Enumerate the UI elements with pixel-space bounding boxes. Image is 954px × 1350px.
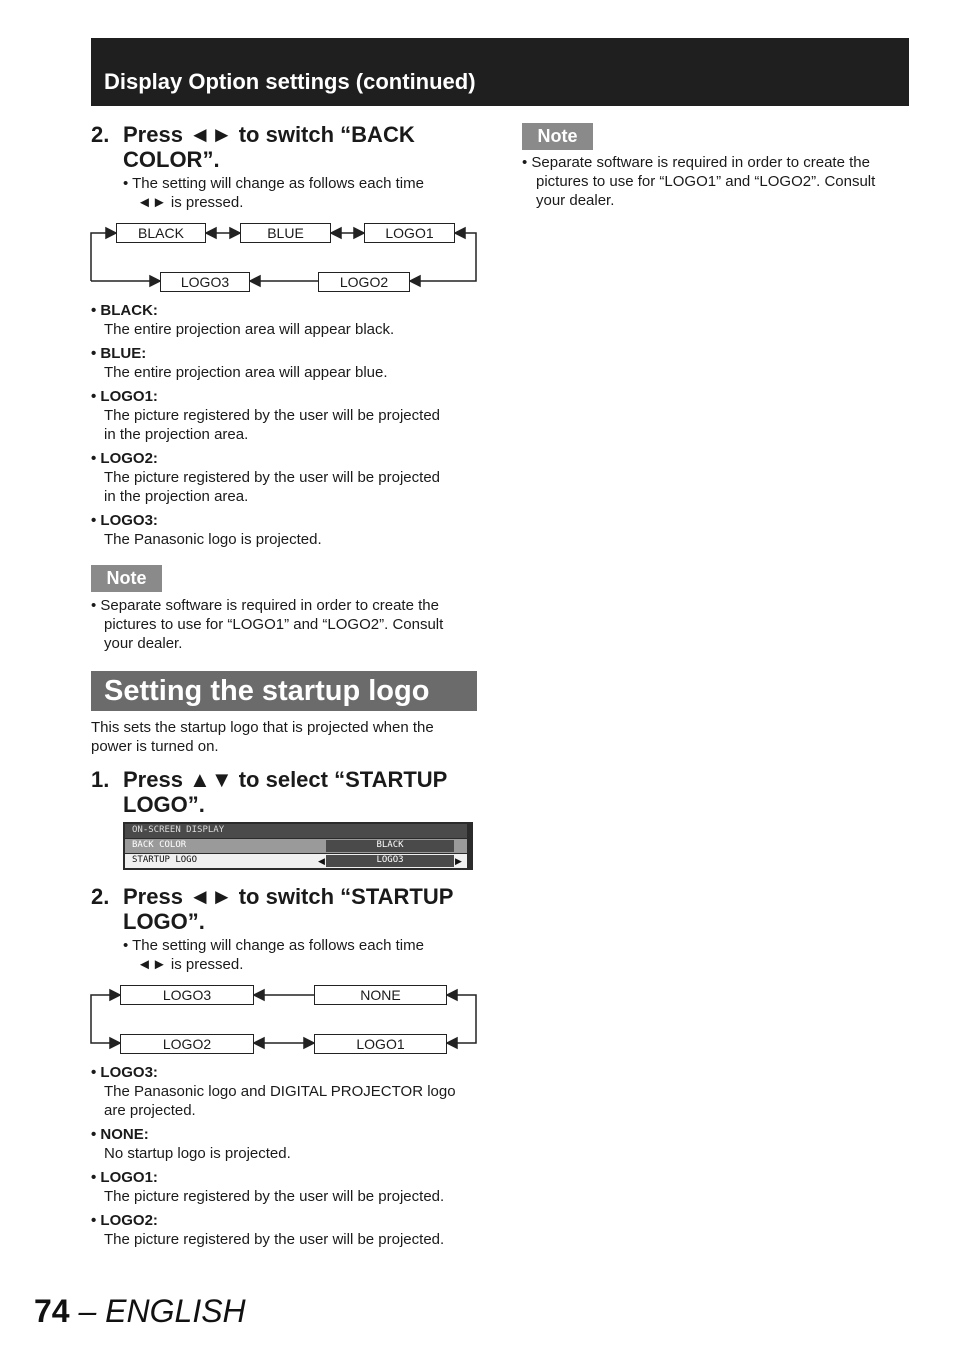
item-term: • BLUE: [91,345,147,362]
item-desc: The entire projection area will appear blue. [104,364,388,381]
osd-row-value: LOGO3 [376,855,404,865]
flow-box-logo2: LOGO2 [120,1034,254,1054]
osd-header: ON-SCREEN DISPLAY [132,825,225,835]
item-desc: The entire projection area will appear black. [104,321,395,338]
item-desc: The Panasonic logo and DIGITAL PROJECTOR logo [104,1083,456,1100]
item-desc: are projected. [104,1102,196,1119]
step-title: Press ▲▼ to select “STARTUP LOGO”. [123,767,447,817]
note-text: pictures to use for “LOGO1” and “LOGO2”. Consult [104,616,444,633]
page-footer [34,1293,246,1330]
flow-box-black: BLACK [116,223,206,243]
page-number: 74 [34,1293,70,1329]
item-term: • LOGO3: [91,1064,158,1081]
note-text: • Separate software is required in order to create the [522,154,870,171]
startup-step2-heading [91,884,491,936]
note-text: your dealer. [536,192,615,209]
flow-box-logo2: LOGO2 [318,272,410,292]
item-desc: in the projection area. [104,488,249,505]
item-term: • LOGO2: [91,450,158,467]
startup-sub-line2: ◄► is pressed. [137,956,244,973]
item-term: • LOGO1: [91,388,158,405]
item-term: • BLACK: [91,302,158,319]
back-color-step-heading [91,122,491,174]
note-text: pictures to use for “LOGO1” and “LOGO2”. Consult [536,173,876,190]
item-desc: The picture registered by the user will be projected. [104,1231,445,1248]
item-desc: The Panasonic logo is projected. [104,531,322,548]
note-label: Note [91,565,162,592]
section-intro: This sets the startup logo that is projected when the [91,719,434,736]
osd-menu [123,822,473,870]
startup-step1-heading [91,767,491,819]
note-text: • Separate software is required in order to create the [91,597,439,614]
back-color-sub-line2: ◄► is pressed. [137,194,244,211]
osd-row-value: BLACK [376,840,404,850]
item-term: • NONE: [91,1126,149,1143]
step-title: Press ◄► to switch “STARTUP LOGO”. [123,884,454,934]
osd-right-arrow-icon: ▶ [455,856,462,866]
item-desc: The picture registered by the user will be projected [104,407,441,424]
flow-box-none: NONE [314,985,447,1005]
flow-box-logo1: LOGO1 [314,1034,447,1054]
item-term: • LOGO2: [91,1212,158,1229]
osd-row-label: STARTUP LOGO [132,855,198,865]
step-number: 2. [91,122,110,147]
page-language: – ENGLISH [69,1293,246,1329]
item-desc: The picture registered by the user will be projected [104,469,441,486]
section-title: Setting the startup logo [104,675,430,707]
osd-left-arrow-icon: ◀ [318,856,325,866]
item-desc: in the projection area. [104,426,249,443]
flow-box-logo3: LOGO3 [120,985,254,1005]
note-label: Note [522,123,593,150]
header-title: Display Option settings (continued) [104,69,476,94]
section-intro: power is turned on. [91,738,219,755]
flow-box-logo1: LOGO1 [364,223,455,243]
step-number: 2. [91,884,110,909]
item-term: • LOGO1: [91,1169,158,1186]
note-text: your dealer. [104,635,183,652]
item-desc: The picture registered by the user will be projected. [104,1188,445,1205]
step-title: Press ◄► to switch “BACK COLOR”. [123,122,415,172]
flow-box-blue: BLUE [240,223,331,243]
item-desc: No startup logo is projected. [104,1145,291,1162]
startup-sub-line1: • The setting will change as follows each time [123,937,424,954]
flow-box-logo3: LOGO3 [160,272,250,292]
item-term: • LOGO3: [91,512,158,529]
osd-row-label: BACK COLOR [132,840,187,850]
step-number: 1. [91,767,110,792]
back-color-sub-line1: • The setting will change as follows each time [123,175,424,192]
